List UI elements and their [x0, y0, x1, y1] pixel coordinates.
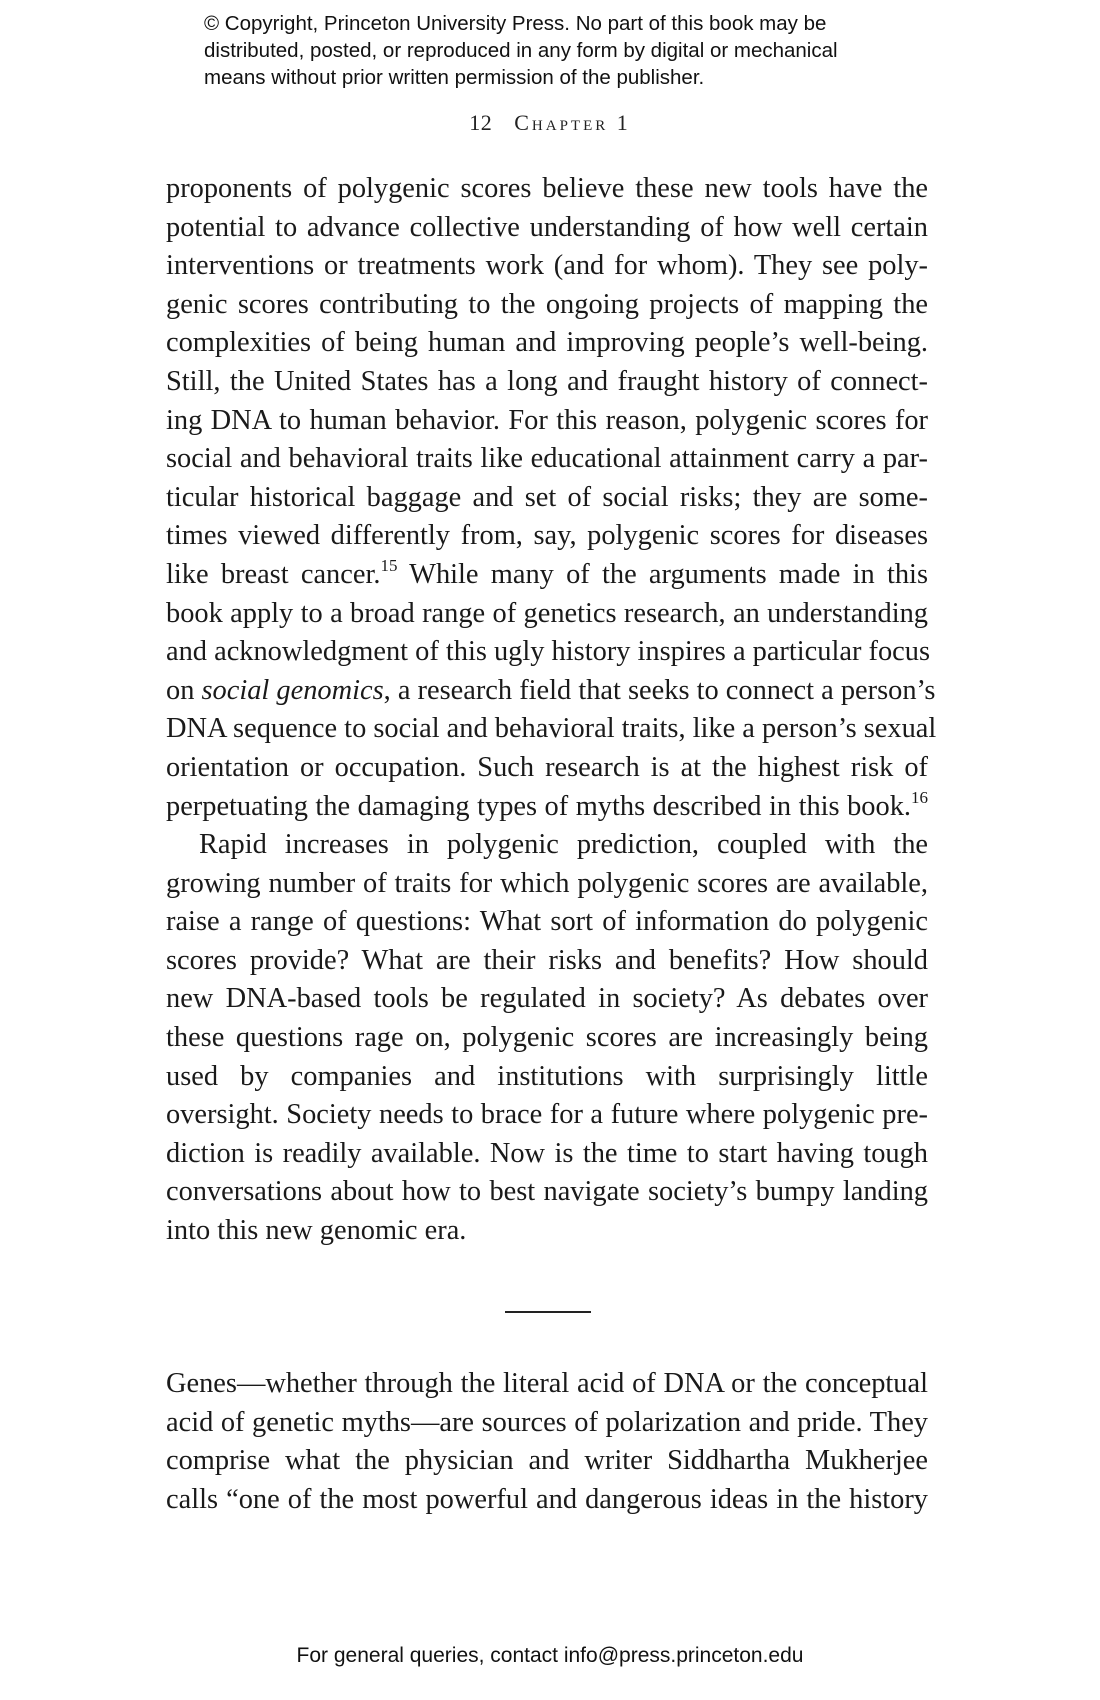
chapter-label: Chapter 1: [514, 110, 631, 135]
text-line: used by companies and institutions with surprisingly little: [166, 1060, 928, 1092]
text-line: calls “one of the most powerful and dangerous ideas in the history: [166, 1483, 928, 1515]
text-segment: While many of the arguments made in this: [397, 558, 928, 590]
page-number: 12: [469, 110, 493, 135]
footnote-ref-16[interactable]: 16: [911, 787, 928, 807]
text-segment: perpetuating the damaging types of myths described in this book.: [166, 790, 911, 822]
text-line: book apply to a broad range of genetics research, an understanding: [166, 597, 928, 629]
text-line: Rapid increases in polygenic prediction, coupled with the: [199, 829, 928, 861]
text-line: [166, 788, 928, 827]
text-line: Still, the United States has a long and fraught history of connect-: [166, 365, 928, 397]
text-line: new DNA-based tools be regulated in society? As debates over: [166, 983, 928, 1015]
text-line: genic scores contributing to the ongoing projects of mapping the: [166, 288, 928, 320]
text-line: [166, 672, 936, 711]
text-line: acid of genetic myths—are sources of polarization and pride. They: [166, 1406, 928, 1438]
text-line: interventions or treatments work (and for whom). They see poly-: [166, 250, 928, 282]
text-segment: , a research field that seeks to connect a person’s: [383, 674, 936, 706]
copyright-line: means without prior written permission of the publisher.: [204, 66, 705, 89]
text-line: orientation or occupation. Such research is at the highest risk of: [166, 751, 928, 783]
text-line: Genes—whether through the literal acid of DNA or the conceptual: [166, 1368, 928, 1399]
text-segment: on: [166, 674, 202, 706]
text-line: ticular historical baggage and set of social risks; they are some-: [166, 481, 928, 513]
copyright-line: © Copyright, Princeton University Press. No part of this book may be: [204, 12, 827, 35]
body-text-main: [166, 170, 937, 1251]
text-segment: like breast cancer.: [166, 558, 381, 590]
text-line: comprise what the physician and writer Siddhartha Mukherjee: [166, 1445, 928, 1477]
text-line: raise a range of questions: What sort of information do polygenic: [166, 906, 928, 938]
text-line: into this new genomic era.: [166, 1215, 467, 1247]
text-line: conversations about how to best navigate society’s bumpy landing: [166, 1176, 928, 1208]
text-line: diction is readily available. Now is the time to start having tough: [166, 1137, 928, 1169]
section-break-rule: [505, 1311, 591, 1313]
footnote-ref-15[interactable]: 15: [380, 555, 398, 575]
text-line: scores provide? What are their risks and benefits? How should: [166, 944, 928, 976]
text-line: and acknowledgment of this ugly history inspires a particular focus: [166, 636, 930, 668]
text-line: potential to advance collective understanding of how well certain: [166, 211, 928, 243]
text-line: growing number of traits for which polygenic scores are available,: [166, 867, 928, 899]
copyright-notice: [204, 10, 924, 91]
italic-term: social genomics: [201, 674, 384, 706]
text-line: DNA sequence to social and behavioral traits, like a person’s sexual: [166, 713, 937, 745]
text-line: [166, 556, 928, 595]
text-line: these questions rage on, polygenic scores are increasingly being: [166, 1022, 928, 1054]
text-line: times viewed differently from, say, polygenic scores for diseases: [166, 520, 928, 552]
text-line: complexities of being human and improving people’s well-being.: [166, 327, 928, 359]
copyright-line: distributed, posted, or reproduced in any form by digital or mechanical: [204, 39, 838, 62]
text-line: oversight. Society needs to brace for a future where polygenic pre-: [166, 1099, 928, 1131]
body-text-section-2: [166, 1365, 928, 1519]
running-head: [0, 108, 1100, 138]
text-line: social and behavioral traits like educational attainment carry a par-: [166, 443, 928, 475]
text-line: proponents of polygenic scores believe these new tools have the: [166, 173, 928, 204]
text-line: ing DNA to human behavior. For this reason, polygenic scores for: [166, 404, 928, 436]
footer-contact: For general queries, contact info@press.princeton.edu: [296, 1644, 804, 1667]
